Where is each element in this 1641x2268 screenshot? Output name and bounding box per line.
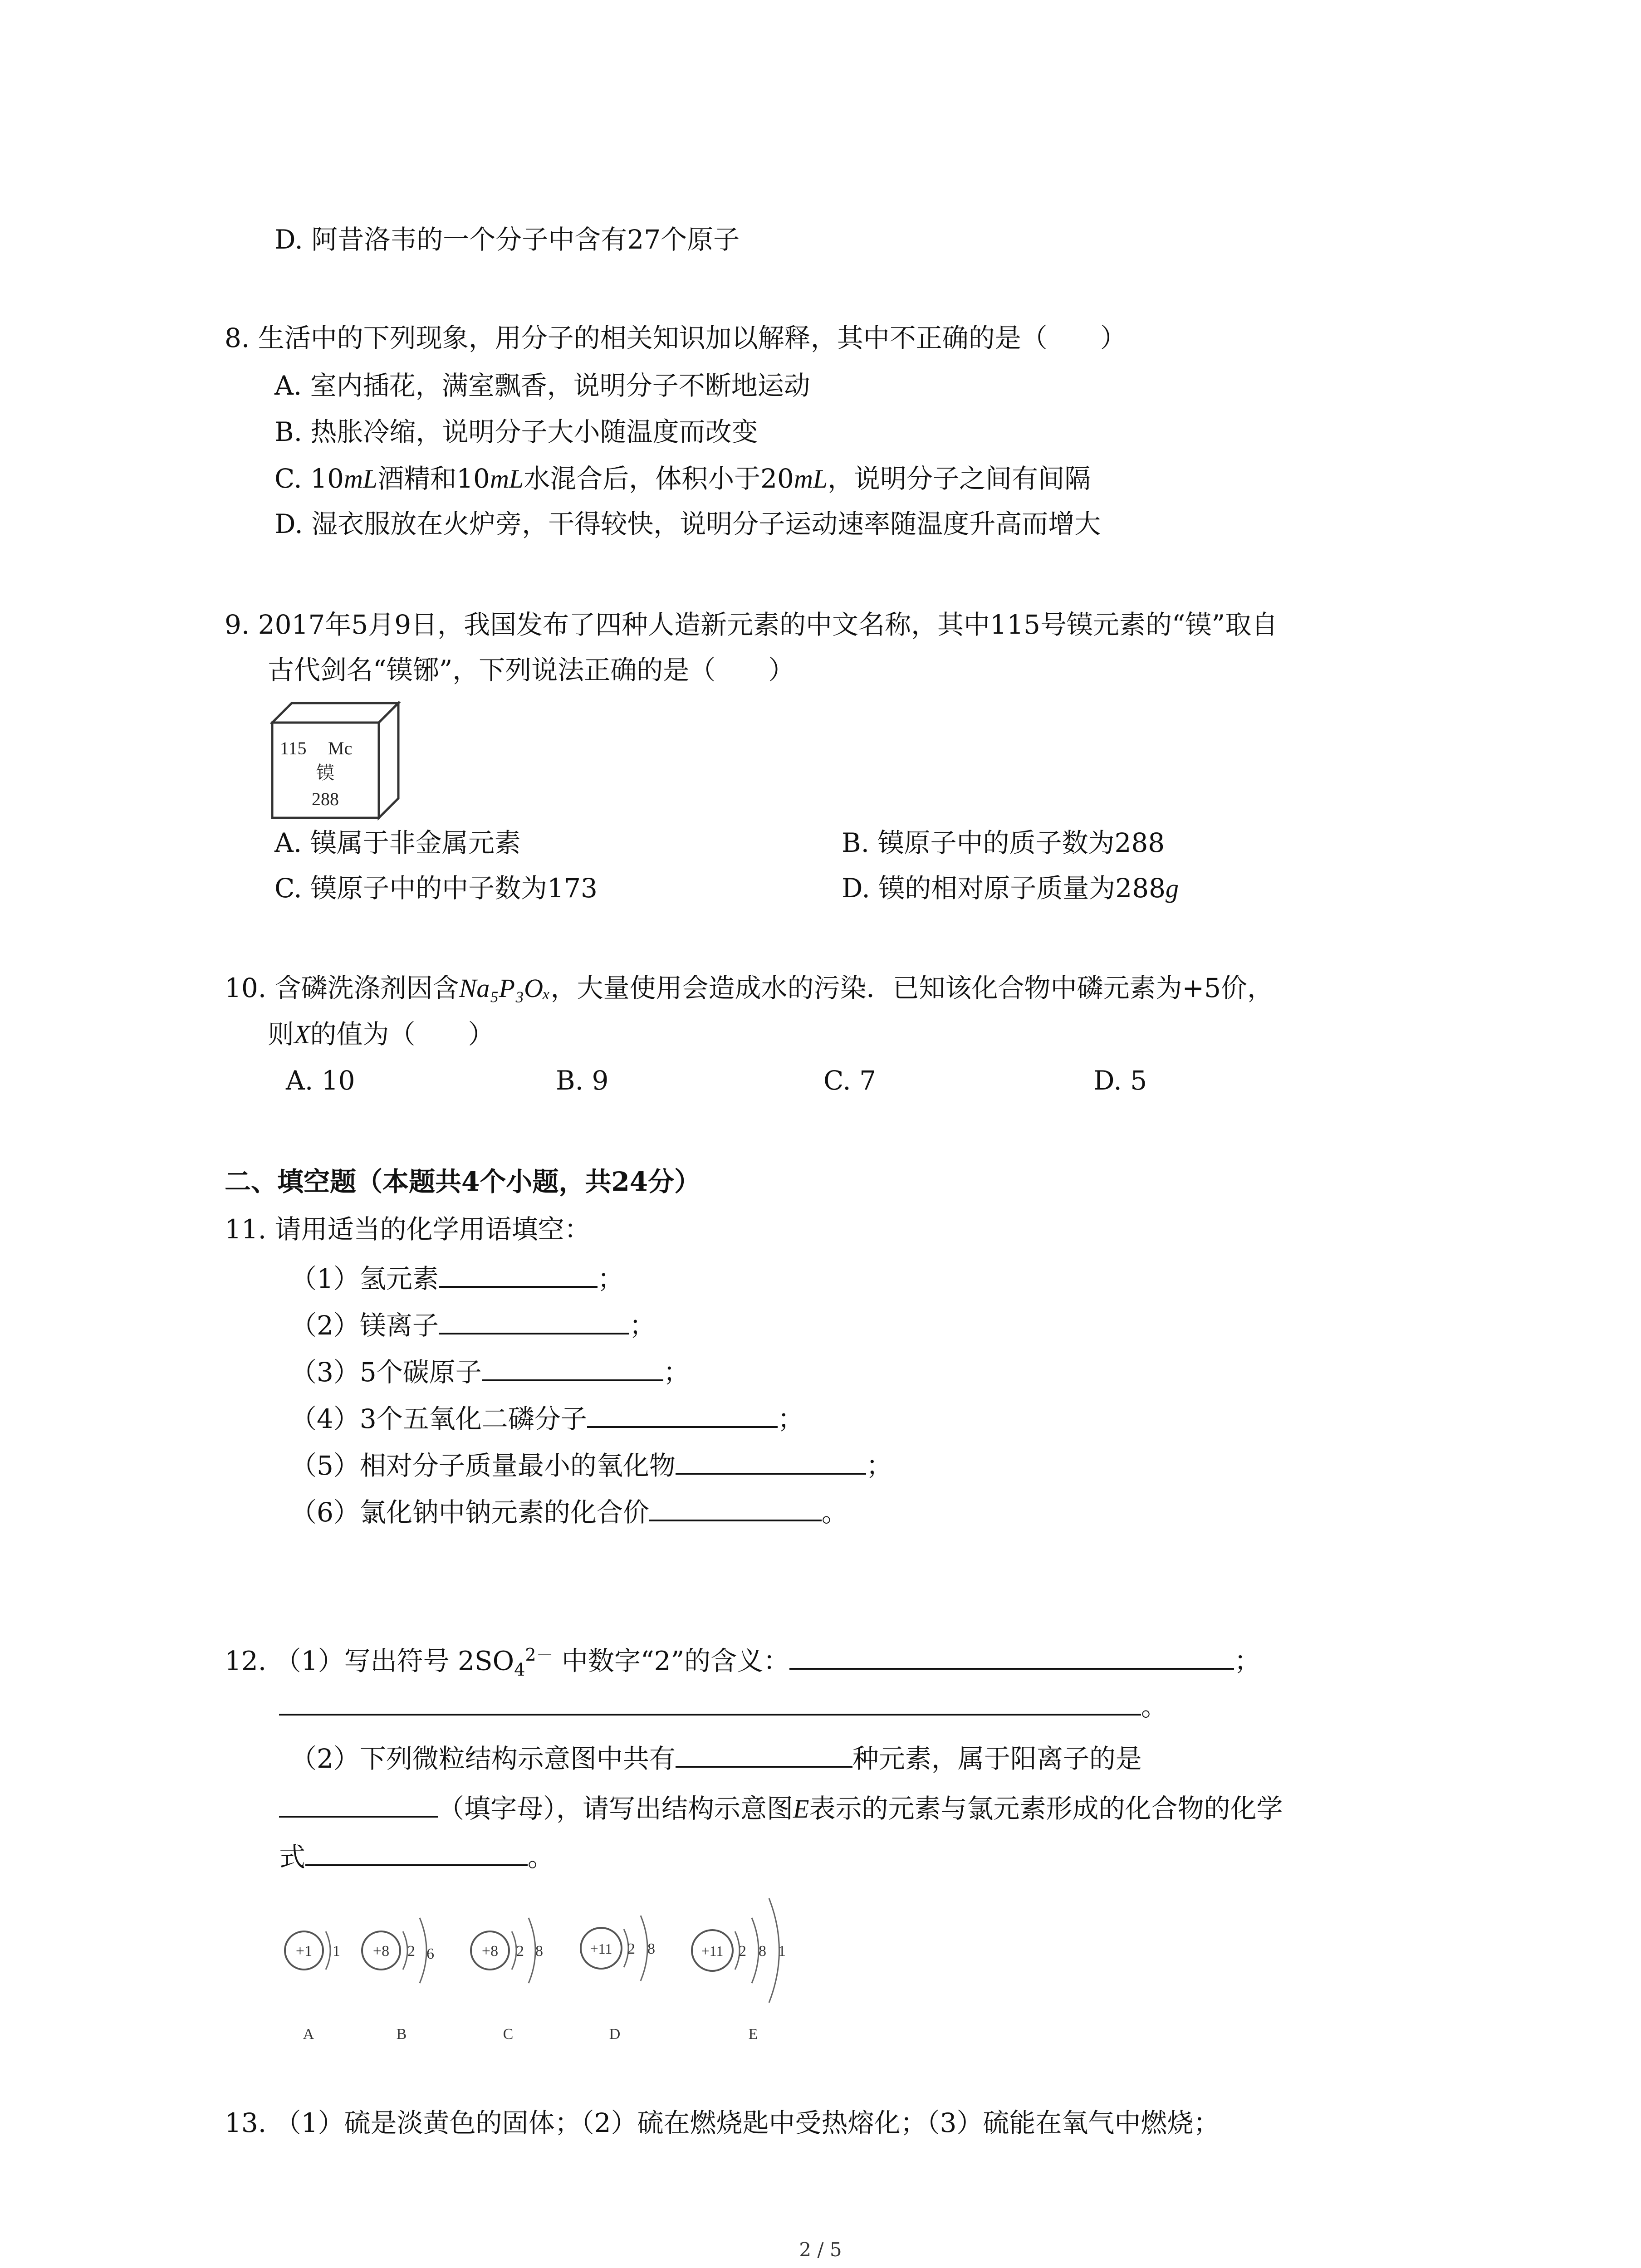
- unit-ml: mL: [490, 464, 524, 494]
- q9-stem-line1: 9. 2017年5月9日，我国发布了四种人造新元素的中文名称，其中115号镆元素的“镆”取自: [225, 609, 1278, 640]
- q12-part2-line3-end: 。: [528, 1842, 554, 1872]
- q10-line2-prefix: 则: [268, 1019, 294, 1050]
- q10-option-a: A. 10: [286, 1065, 355, 1096]
- q9-option-a: A. 镆属于非金属元素: [274, 827, 521, 858]
- nucleus-charge: +11: [701, 1943, 724, 1959]
- shell-electrons: 8: [647, 1941, 655, 1957]
- answer-blank[interactable]: [676, 1446, 866, 1475]
- card-number: 115: [280, 738, 307, 758]
- q9-option-b: B. 镆原子中的质子数为288: [842, 827, 1165, 858]
- nucleus-charge: +1: [295, 1943, 313, 1960]
- answer-blank[interactable]: [789, 1641, 1234, 1670]
- q11-item: [290, 1352, 690, 1390]
- atom-diagram-e: [692, 1898, 786, 2043]
- atom-diagram-d: [581, 1916, 655, 2043]
- q13-stem: 13. （1）硫是淡黄色的固体；（2）硫在燃烧匙中受热熔化；（3）硫能在氧气中燃烧；: [225, 2107, 1220, 2138]
- shell-electrons: 2: [627, 1941, 635, 1957]
- q11-item-label: （6）氯化钠中钠元素的化合价: [290, 1497, 649, 1528]
- answer-blank[interactable]: [439, 1305, 629, 1334]
- q8-option-c-end: ，说明分子之间有间隔: [828, 463, 1091, 494]
- unit-ml: mL: [794, 464, 828, 494]
- answer-blank[interactable]: [439, 1259, 598, 1288]
- card-symbol: Mc: [328, 738, 353, 758]
- q8-stem: 8. 生活中的下列现象，用分子的相关知识加以解释，其中不正确的是（ ）: [225, 323, 1127, 353]
- q12-part2-prefix: （2）下列微粒结构示意图中共有: [290, 1743, 676, 1774]
- shell-electrons: 1: [333, 1943, 340, 1960]
- q8-option-a: A. 室内插花，满室飘香，说明分子不断地运动: [274, 370, 810, 401]
- q12-part2-mid: 种元素，属于阳离子的是: [852, 1743, 1142, 1774]
- q11-item: [290, 1399, 804, 1437]
- q10-stem-line2: [268, 1016, 494, 1053]
- q10-option-d: D. 5: [1093, 1065, 1147, 1096]
- q10-var-x: X: [294, 1020, 310, 1049]
- q11-item-end: ；: [597, 1263, 624, 1294]
- q11-item: [290, 1446, 892, 1484]
- nucleus-charge: +11: [590, 1941, 612, 1957]
- q11-item-label: （3）5个碳原子: [290, 1357, 482, 1388]
- answer-blank[interactable]: [649, 1492, 822, 1521]
- diagram-letter: C: [503, 2026, 514, 2043]
- q12-part1: [225, 1637, 1260, 1688]
- q8-option-c-prefix: C. 10: [274, 463, 344, 494]
- q12-var-e: E: [793, 1794, 809, 1823]
- q12-part2-line2: [279, 1789, 1283, 1827]
- unit-g: g: [1166, 874, 1179, 903]
- q12-part1-sup: 2－: [525, 1645, 554, 1665]
- element-card-mc: [270, 701, 402, 821]
- q10-line2-suffix: 的值为（ ）: [310, 1019, 495, 1050]
- answer-blank[interactable]: [305, 1837, 528, 1866]
- section-title: 二、填空题（本题共4个小题，共24分）: [225, 1166, 701, 1197]
- shell-electrons: 2: [739, 1943, 746, 1960]
- q11-item-end: ；: [663, 1357, 690, 1388]
- answer-blank[interactable]: [279, 1686, 1141, 1716]
- shell-electrons: 1: [778, 1943, 786, 1960]
- q12-part2-line3-text: 式: [279, 1842, 306, 1872]
- card-mass: 288: [312, 789, 339, 809]
- q8-option-c: [274, 460, 1091, 497]
- q8-option-d: D. 湿衣服放在火炉旁，干得较快，说明分子运动速率随温度升高而增大: [274, 508, 1101, 539]
- diagram-letter: A: [303, 2026, 314, 2043]
- diagram-letter: E: [748, 2026, 758, 2043]
- q11-item-end: 。: [821, 1497, 848, 1528]
- q12-part1-end: ；: [1234, 1645, 1261, 1677]
- q12-part1-prefix: 12. （1）写出符号 2SO: [225, 1645, 514, 1677]
- page-number: 2 / 5: [799, 2239, 842, 2261]
- q12-part2-line2-text: （填字母），请写出结构示意图: [438, 1793, 794, 1824]
- atom-diagram-b: [362, 1918, 434, 2043]
- q12-part2-line3: [279, 1837, 554, 1875]
- q10-formula: Na₅P₃Oₓ: [459, 973, 551, 1003]
- q10-option-c: C. 7: [823, 1065, 877, 1096]
- q9-option-d: [842, 870, 1179, 907]
- q12-part1-line2-end: 。: [1141, 1691, 1168, 1722]
- q11-item-label: （2）镁离子: [290, 1310, 439, 1341]
- q11-item-label: （4）3个五氧化二磷分子: [290, 1403, 587, 1434]
- q10-stem-prefix: 10. 含磷洗涤剂因含: [225, 973, 459, 1003]
- q11-item-end: ；: [866, 1450, 892, 1481]
- answer-blank[interactable]: [279, 1789, 438, 1818]
- q9-option-c: C. 镆原子中的中子数为173: [274, 873, 598, 904]
- q8-option-b: B. 热胀冷缩，说明分子大小随温度而改变: [274, 416, 758, 447]
- q11-stem: 11. 请用适当的化学用语填空：: [225, 1214, 591, 1245]
- shell-electrons: 2: [407, 1943, 415, 1960]
- q11-item-label: （1）氢元素: [290, 1263, 439, 1294]
- q12-part2-line2-end: 表示的元素与氯元素形成的化合物的化学: [809, 1793, 1283, 1824]
- q8-option-c-mid2: 水混合后，体积小于20: [524, 463, 794, 494]
- q11-item: [290, 1492, 848, 1530]
- atom-diagram-a: [285, 1931, 340, 2043]
- atom-structure-diagrams: [272, 1878, 839, 2050]
- q11-item-label: （5）相对分子质量最小的氧化物: [290, 1450, 676, 1481]
- shell-electrons: 2: [516, 1943, 524, 1960]
- answer-blank[interactable]: [587, 1399, 778, 1428]
- atom-diagram-c: [471, 1918, 543, 2043]
- shell-electrons: 8: [759, 1943, 766, 1960]
- q9-option-d-text: D. 镆的相对原子质量为288: [842, 873, 1166, 904]
- q10-stem-suffix: ，大量使用会造成水的污染．已知该化合物中磷元素为+5价，: [550, 973, 1274, 1003]
- q12-part1-suffix: 中数字“2”的含义：: [553, 1645, 790, 1677]
- card-name: 镆: [316, 763, 334, 783]
- q7-option-d: D. 阿昔洛韦的一个分子中含有27个原子: [274, 224, 740, 255]
- unit-ml: mL: [344, 464, 378, 494]
- shell-electrons: 8: [535, 1943, 543, 1960]
- q11-item: [290, 1305, 656, 1344]
- answer-blank[interactable]: [676, 1739, 852, 1768]
- answer-blank[interactable]: [482, 1352, 663, 1381]
- nucleus-charge: +8: [372, 1943, 390, 1960]
- q8-option-c-mid1: 酒精和10: [377, 463, 490, 494]
- q10-stem: [225, 970, 1274, 1007]
- q11-item: [290, 1259, 624, 1297]
- shell-electrons: 6: [426, 1945, 434, 1962]
- nucleus-charge: +8: [481, 1943, 499, 1960]
- q12-part1-line2: [279, 1686, 1167, 1725]
- q11-item-end: ；: [629, 1310, 656, 1341]
- diagram-letter: B: [396, 2026, 407, 2043]
- q9-stem-line2: 古代剑名“镆铘”，下列说法正确的是（ ）: [268, 655, 795, 685]
- q12-part1-sub: 4: [514, 1659, 525, 1680]
- diagram-letter: D: [609, 2026, 621, 2043]
- q10-option-b: B. 9: [556, 1065, 609, 1096]
- q11-item-end: ；: [777, 1403, 804, 1434]
- q12-part2: [290, 1739, 1142, 1777]
